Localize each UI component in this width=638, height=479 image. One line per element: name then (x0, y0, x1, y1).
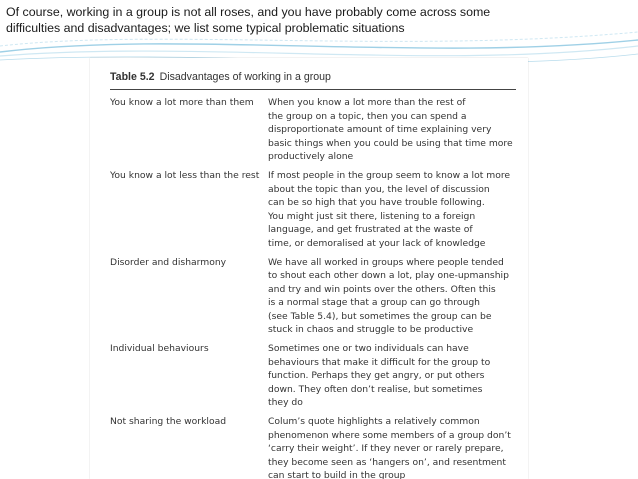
row-situation: Individual behaviours (110, 343, 209, 354)
table-number: Table 5.2 (110, 71, 155, 83)
row-situation: You know a lot less than the rest (110, 170, 260, 181)
table-top-rule (110, 89, 516, 90)
table-row (110, 96, 516, 164)
row-description: We have all worked in groups where people tended to shout each other down a lot, play one-upmanship and try and win points over the others. Often this is a normal stage that a group can go through (see Table 5.4), but sometimes the group can be stuck in chaos and struggle to be productive (268, 256, 509, 335)
slide-caption (6, 4, 626, 36)
table-body (110, 96, 516, 479)
table-scan (90, 58, 528, 479)
table-title (110, 70, 520, 84)
row-description: If most people in the group seem to know a lot more about the topic than you, the level of discussion can be so high that you have trouble following. You might just sit there, listening to a foreign language, and get frustrated at the waste of time, or demoralised at your lack of knowledge (268, 170, 511, 249)
table-row (110, 169, 516, 250)
table-row (110, 256, 516, 337)
row-description: Colum’s quote highlights a relatively common phenomenon where some members of a group don’t ‘carry their weight’. If they never or rarely prepare, they become seen as ‘hangers on’, and resentment can start to build in the group (268, 416, 511, 479)
table-row (110, 342, 516, 410)
caption-line-2: difficulties and disadvantages; we list some typical problematic situations (6, 21, 405, 35)
caption-line-1: Of course, working in a group is not all roses, and you have probably come across some (6, 5, 491, 19)
table-title-text: Disadvantages of working in a group (159, 71, 331, 83)
row-situation: Not sharing the workload (110, 416, 227, 427)
decorative-swoosh-2 (0, 46, 638, 56)
table-row (110, 415, 516, 479)
row-description: When you know a lot more than the rest of the group on a topic, then you can spend a disproportionate amount of time explaining very basic things when you could be using that time more productively alone (268, 97, 513, 162)
row-description: Sometimes one or two individuals can have behaviours that make it difficult for the group to function. Perhaps they get angry, or put others down. They often don’t realise, but sometimes they do (268, 343, 491, 408)
row-situation: Disorder and disharmony (110, 256, 227, 268)
row-situation: You know a lot more than them (110, 97, 254, 108)
decorative-swoosh-1 (0, 40, 638, 52)
